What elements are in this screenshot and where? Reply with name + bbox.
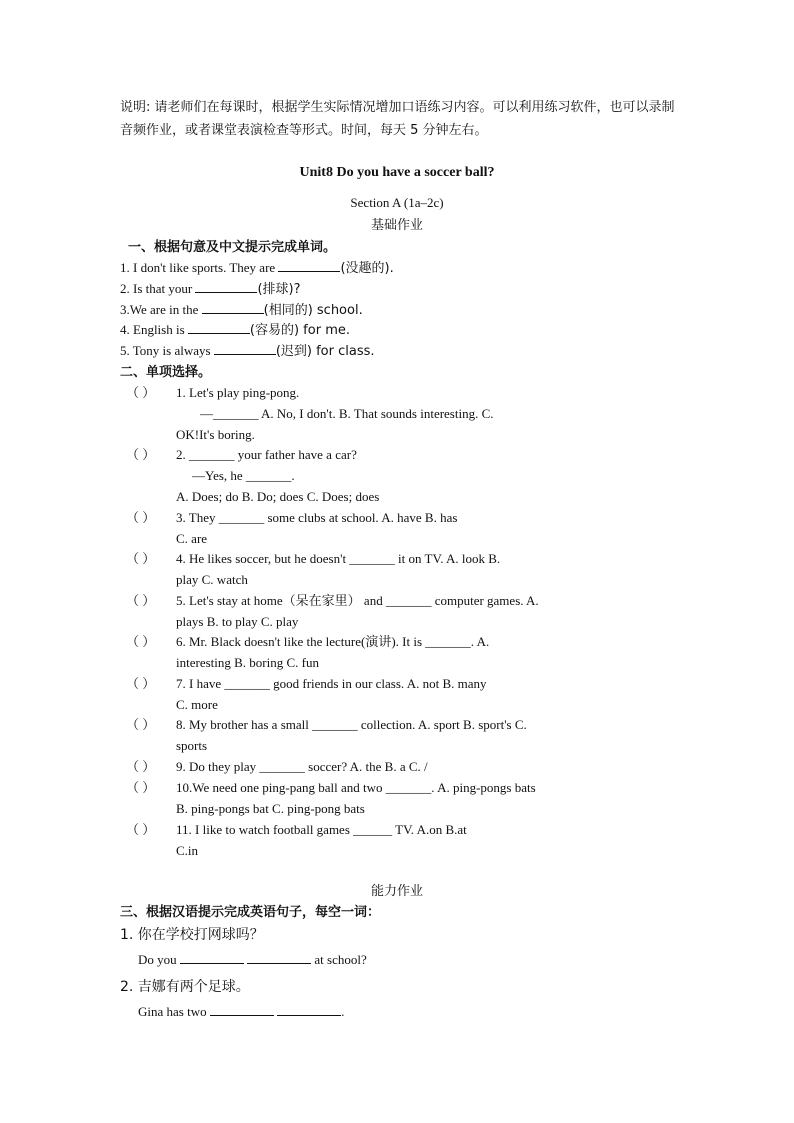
fill-item-text: 5. Tony is always [120, 343, 214, 358]
fill-item-3 [120, 299, 680, 318]
question-options-cont: C. more [176, 697, 218, 712]
translate-item-2 [138, 1003, 698, 1020]
translate-item-text: Gina has two [138, 1004, 210, 1019]
translate-prompt-2: 2. 吉娜有两个足球。 [120, 979, 250, 995]
question-answer-line: —Yes, he _______. [192, 468, 295, 483]
answer-paren[interactable]: （ ） [126, 385, 156, 400]
fill-item-hint: (没趣的). [340, 261, 394, 276]
answer-blank[interactable] [278, 259, 340, 272]
question-text: 3. They _______ some clubs at school. A. have B. has [176, 510, 458, 525]
answer-paren[interactable]: （ ） [126, 822, 156, 837]
question-text: 11. I like to watch football games ______ TV. A.on B.at [176, 822, 467, 837]
question-text: 8. My brother has a small _______ collection. A. sport B. sport's C. [176, 717, 527, 732]
fill-item-1 [120, 257, 680, 276]
fill-item-text: 4. English is [120, 322, 188, 337]
question-options-cont: interesting B. boring C. fun [176, 655, 319, 670]
answer-paren[interactable]: （ ） [126, 593, 156, 608]
question-options-cont: plays B. to play C. play [176, 614, 299, 629]
basic-homework-label: 基础作业 [370, 218, 423, 233]
answer-blank[interactable] [247, 951, 311, 964]
fill-item-4 [120, 319, 680, 338]
answer-blank[interactable] [202, 301, 264, 314]
question-text: 4. He likes soccer, but he doesn't _______ it on TV. A. look B. [176, 551, 501, 566]
question-options-cont: sports [176, 738, 208, 753]
fill-item-text: 1. I don't like sports. They are [120, 260, 279, 275]
question-text: 10.We need one ping-pang ball and two _______. A. ping-pongs bats [176, 780, 536, 795]
answer-blank[interactable] [195, 280, 257, 293]
answer-blank[interactable] [210, 1003, 274, 1016]
question-text: 6. Mr. Black doesn't like the lecture(演讲). It is _______. A. [176, 634, 490, 649]
part2-heading: 二、单项选择。 [120, 365, 212, 380]
question-text: 5. Let's stay at home（呆在家里） and _______ computer games. A. [176, 593, 539, 608]
answer-paren[interactable]: （ ） [126, 551, 156, 566]
fill-item-hint: (相同的) school. [263, 303, 363, 318]
question-text: 1. Let's play ping-pong. [176, 385, 300, 400]
answer-blank[interactable] [180, 951, 244, 964]
question-text: 2. _______ your father have a car? [176, 447, 357, 462]
fill-item-text: 2. Is that your [120, 281, 196, 296]
answer-paren[interactable]: （ ） [126, 510, 156, 525]
section-label: Section A (1a–2c) [350, 195, 444, 210]
translate-item-text: Do you [138, 952, 180, 967]
question-options-cont: OK!It's boring. [176, 427, 255, 442]
question-text: 9. Do they play _______ soccer? A. the B. a C. / [176, 759, 428, 774]
teacher-note: 说明: 请老师们在每课时，根据学生实际情况增加口语练习内容。可以利用练习软件，也可以录制音频作业，或者课堂表演检查等形式。时间，每天 5 分钟左右。 [120, 100, 675, 138]
translate-prompt-1: 1. 你在学校打网球吗？ [120, 927, 264, 943]
question-options-cont: B. ping-pongs bat C. ping-pong bats [176, 801, 365, 816]
question-options-cont: C. are [176, 531, 208, 546]
answer-paren[interactable]: （ ） [126, 780, 156, 795]
translate-item-text-end: . [341, 1004, 345, 1019]
fill-item-2 [120, 278, 680, 297]
fill-item-hint: (排球)? [257, 282, 301, 297]
translate-item-1 [138, 951, 698, 968]
question-options: A. Does; do B. Do; does C. Does; does [176, 489, 380, 504]
question-text: 7. I have _______ good friends in our class. A. not B. many [176, 676, 487, 691]
answer-paren[interactable]: （ ） [126, 634, 156, 649]
question-options-cont: C.in [176, 843, 199, 858]
answer-paren[interactable]: （ ） [126, 759, 156, 774]
answer-blank[interactable] [214, 342, 276, 355]
ability-homework-label: 能力作业 [370, 884, 423, 899]
answer-paren[interactable]: （ ） [126, 676, 156, 691]
fill-item-text: 3.We are in the [120, 302, 202, 317]
question-options: —_______ A. No, I don't. B. That sounds interesting. C. [200, 406, 494, 421]
part3-heading: 三、根据汉语提示完成英语句子，每空一词： [120, 905, 381, 920]
translate-item-text-end: at school? [311, 952, 367, 967]
fill-item-5 [120, 340, 680, 359]
part1-heading: 一、根据句意及中文提示完成单词。 [128, 240, 337, 255]
fill-item-hint: (迟到) for class. [275, 344, 375, 359]
answer-paren[interactable]: （ ） [126, 447, 156, 462]
question-options-cont: play C. watch [176, 572, 248, 587]
answer-paren[interactable]: （ ） [126, 717, 156, 732]
answer-blank[interactable] [188, 321, 250, 334]
fill-item-hint: (容易的) for me. [249, 323, 350, 338]
unit-title: Unit8 Do you have a soccer ball? [299, 165, 495, 180]
answer-blank[interactable] [277, 1003, 341, 1016]
